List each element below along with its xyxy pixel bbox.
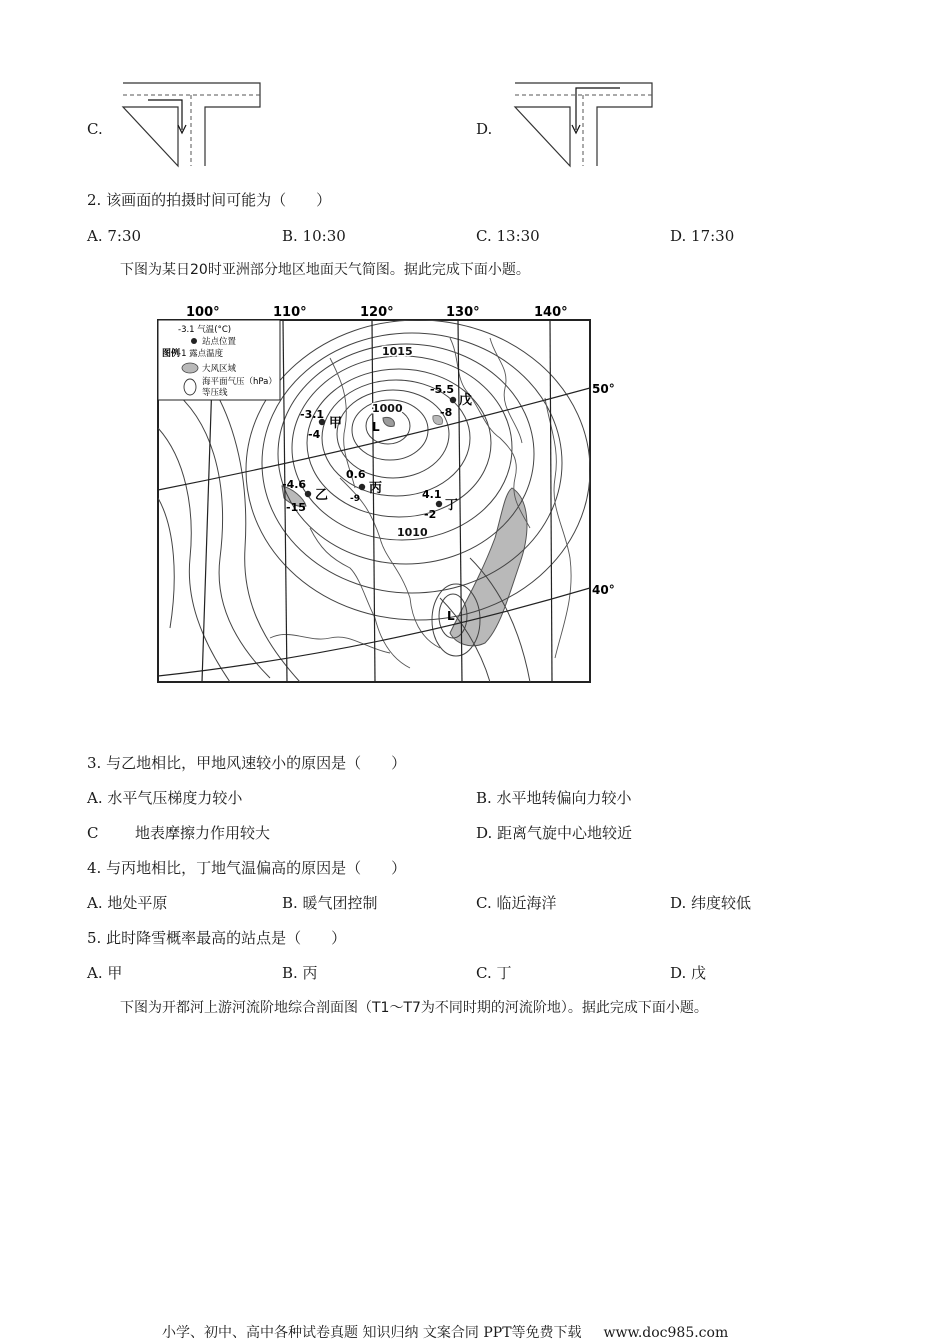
legend-station-icon (191, 338, 197, 344)
station-ding-temp: 4.1 (422, 488, 442, 501)
legend-wind: 大风区域 (202, 364, 237, 374)
q4-option-b: B. 暖气团控制 (282, 894, 378, 912)
q3-option-c-letter: C (87, 824, 99, 842)
q3-option-c-text: 地表摩擦力作用较大 (135, 824, 271, 842)
low-pressure-symbol: L (447, 609, 455, 623)
low-pressure-symbol: L (372, 420, 380, 434)
station-dot-ding (436, 501, 442, 507)
option-d-label: D. (476, 120, 493, 138)
station-ding-name: 丁 (445, 498, 459, 513)
station-yi-name: 乙 (315, 488, 329, 503)
legend-temp: -3.1 气温(°C) (178, 325, 232, 335)
isobar-label-1000: 1000 (372, 402, 403, 415)
q5-option-c: C. 丁 (476, 964, 512, 982)
q5-option-b: B. 丙 (282, 964, 318, 982)
option-c-label: C. (87, 120, 103, 138)
legend-isobar-1: 海平面气压（hPa） (202, 377, 277, 387)
strong-wind-area (383, 417, 394, 426)
t-junction-diagram-c (120, 80, 265, 170)
q3-option-d: D. 距离气旋中心地较近 (476, 824, 633, 842)
station-jia-name: 甲 (329, 416, 343, 431)
station-yi-dew: -15 (286, 501, 306, 514)
footer-text: 小学、初中、高中各种试卷真题 知识归纳 文案合同 PPT等免费下载 (162, 1325, 582, 1341)
station-wu-dew: -8 (440, 406, 453, 419)
question-4-stem: 4. 与丙地相比，丁地气温偏高的原因是（ ） (87, 859, 407, 877)
question-5-stem: 5. 此时降雪概率最高的站点是（ ） (87, 929, 347, 947)
t-junction-diagram-d (512, 80, 657, 170)
page-footer (162, 1322, 728, 1342)
q2-option-a: A. 7:30 (87, 227, 142, 245)
station-wu-temp: -5.5 (430, 383, 455, 396)
station-dot-wu (450, 397, 456, 403)
question-3-stem: 3. 与乙地相比，甲地风速较小的原因是（ ） (87, 754, 407, 772)
legend-title: 图例 (162, 349, 181, 359)
lat-label-50: 50° (592, 382, 615, 396)
station-jia-dew: -4 (308, 428, 321, 441)
station-bing-dew: -9 (350, 494, 360, 504)
station-wu-name: 戊 (459, 393, 473, 408)
isobar-label-1015: 1015 (382, 345, 413, 358)
q2-option-b: B. 10:30 (282, 227, 346, 245)
question-2-stem: 2. 该画面的拍摄时间可能为（ ） (87, 191, 332, 209)
q3-option-b: B. 水平地转偏向力较小 (476, 789, 632, 807)
q5-option-a: A. 甲 (87, 964, 123, 982)
lon-label-100: 100° (186, 305, 220, 320)
q5-option-d: D. 戊 (670, 964, 707, 982)
river-intro-text: 下图为开都河上游河流阶地综合剖面图（T1～T7为不同时期的河流阶地）。据此完成下面小题。 (120, 1000, 708, 1016)
lon-label-120: 120° (360, 305, 394, 320)
station-jia-temp: -3.1 (300, 408, 325, 421)
q2-option-c: C. 13:30 (476, 227, 540, 245)
lat-label-40: 40° (592, 583, 615, 597)
legend-dew: -1 露点温度 (178, 349, 224, 359)
q4-option-c: C. 临近海洋 (476, 894, 557, 912)
map-intro-text: 下图为某日20时亚洲部分地区地面天气简图。据此完成下面小题。 (120, 262, 530, 278)
q4-option-a: A. 地处平原 (87, 894, 168, 912)
q3-option-a: A. 水平气压梯度力较小 (87, 789, 243, 807)
station-ding-dew: -2 (424, 508, 437, 521)
lon-label-110: 110° (273, 305, 307, 320)
legend-station: 站点位置 (202, 337, 237, 347)
lon-label-130: 130° (446, 305, 480, 320)
q4-option-d: D. 纬度较低 (670, 894, 752, 912)
station-yi-temp: -4.6 (282, 478, 307, 491)
isobar-label-1010: 1010 (397, 526, 428, 539)
station-bing-temp: 0.6 (346, 468, 366, 481)
footer-url[interactable]: www.doc985.com (603, 1325, 729, 1341)
station-bing-name: 丙 (369, 481, 383, 496)
weather-map (150, 298, 615, 688)
station-dot-bing (359, 484, 365, 490)
station-dot-yi (305, 491, 311, 497)
legend-wind-icon (182, 363, 198, 373)
legend-isobar-2: 等压线 (202, 388, 228, 398)
lon-label-140: 140° (534, 305, 568, 320)
q2-option-d: D. 17:30 (670, 227, 735, 245)
